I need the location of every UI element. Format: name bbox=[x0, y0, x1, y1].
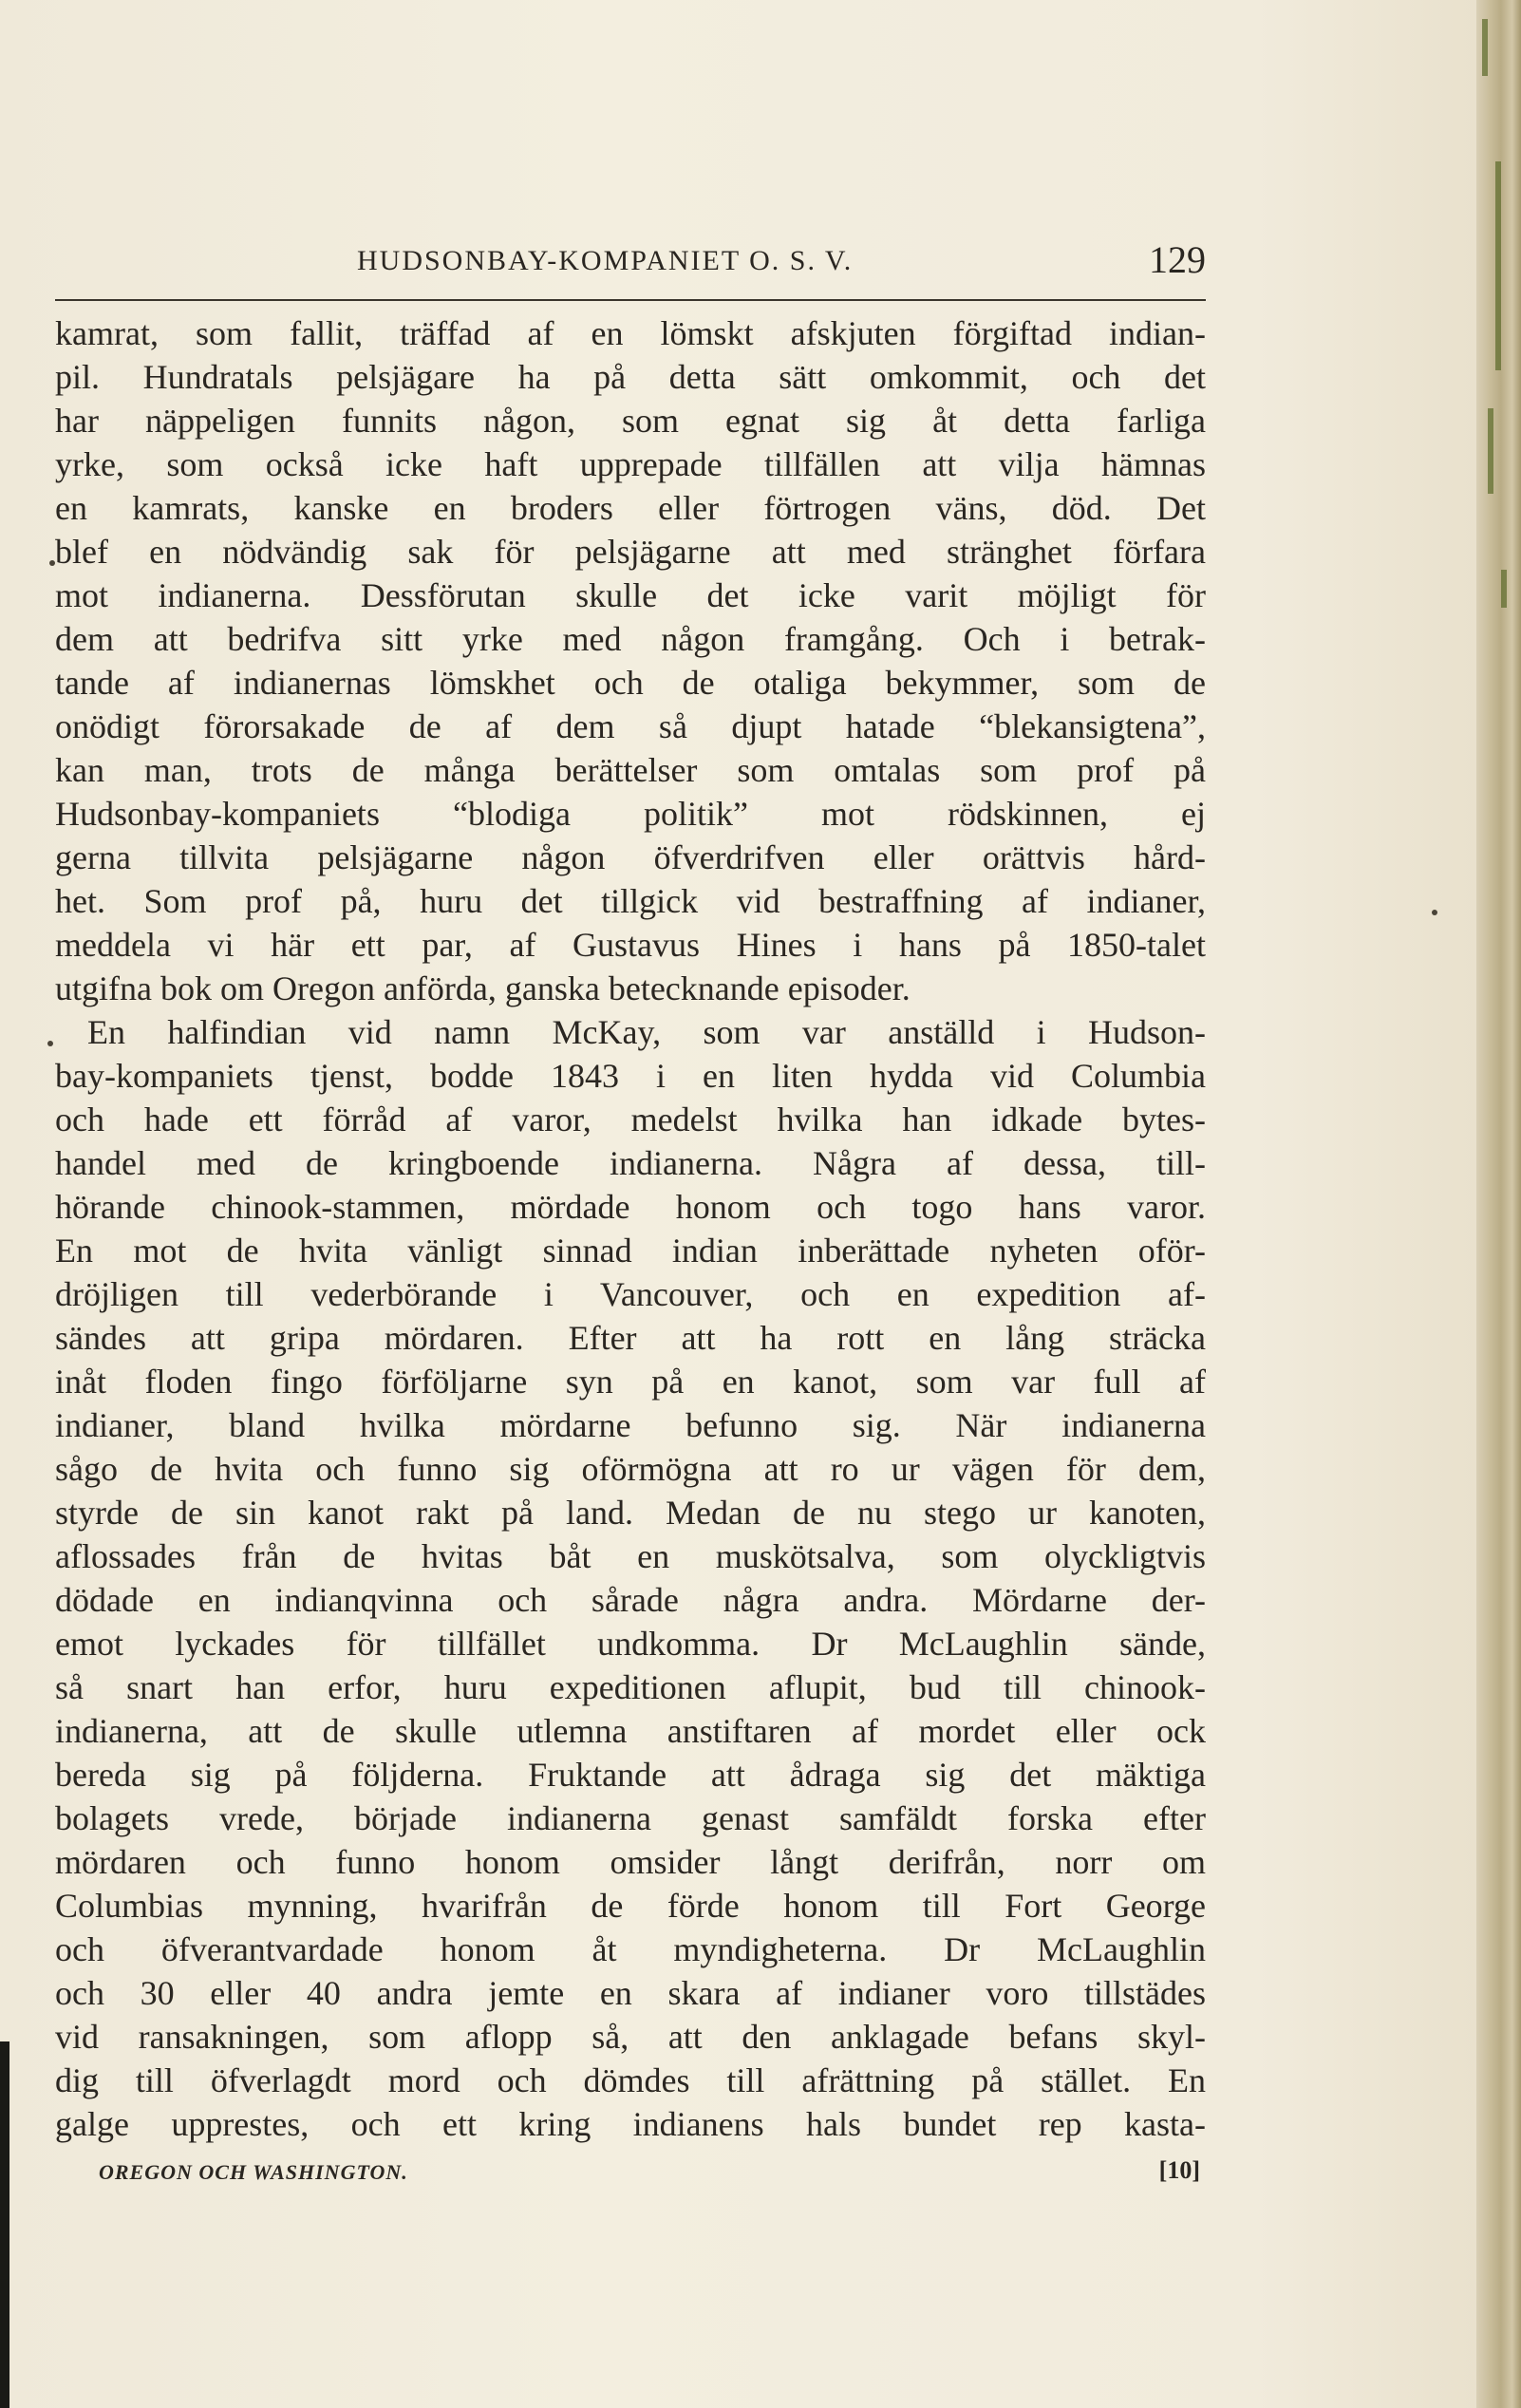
spine-mark bbox=[1488, 408, 1493, 494]
text-line: dem att bedrifva sitt yrke med någon framgång. Och i betrak- bbox=[55, 620, 1206, 658]
text-line: pil. Hundratals pelsjägare ha på detta sätt omkommit, och det bbox=[55, 358, 1206, 396]
text-line: dödade en indianqvinna och sårade några andra. Mördarne der- bbox=[55, 1581, 1206, 1619]
spine-mark bbox=[1495, 161, 1501, 370]
text-line: blef en nödvändig sak för pelsjägarne att med stränghet förfara bbox=[55, 533, 1206, 571]
printer-signature: OREGON OCH WASHINGTON. bbox=[99, 2160, 408, 2184]
text-line: bereda sig på följderna. Fruktande att ådraga sig det mäktiga bbox=[55, 1756, 1206, 1794]
text-line: mördaren och funno honom omsider långt derifrån, norr om bbox=[55, 1843, 1206, 1881]
body-text bbox=[55, 311, 1206, 2146]
text-line: handel med de kringboende indianerna. Några af dessa, till- bbox=[55, 1144, 1206, 1182]
text-line: har näppeligen funnits någon, som egnat sig åt detta farliga bbox=[55, 402, 1206, 440]
page-header bbox=[55, 237, 1206, 285]
text-line: en kamrats, kanske en broders eller förtrogen väns, död. Det bbox=[55, 489, 1206, 527]
text-line: En halfindian vid namn McKay, som var anställd i Hudson- bbox=[87, 1013, 1206, 1051]
text-line: het. Som prof på, huru det tillgick vid bestraffning af indianer, bbox=[55, 882, 1206, 920]
text-line: hörande chinook-stammen, mördade honom och togo hans varor. bbox=[55, 1188, 1206, 1226]
left-edge-shadow bbox=[0, 2041, 9, 2408]
text-line: styrde de sin kanot rakt på land. Medan de nu stego ur kanoten, bbox=[55, 1494, 1206, 1532]
header-rule bbox=[55, 299, 1206, 301]
book-spine-edge bbox=[1476, 0, 1521, 2408]
text-line: mot indianerna. Dessförutan skulle det icke varit möjligt för bbox=[55, 576, 1206, 614]
text-line: sändes att gripa mördaren. Efter att ha rott en lång sträcka bbox=[55, 1319, 1206, 1357]
margin-speck bbox=[49, 560, 55, 566]
text-line: vid ransakningen, som aflopp så, att den anklagade befans skyl- bbox=[55, 2018, 1206, 2056]
page-number: 129 bbox=[1149, 238, 1206, 281]
spine-mark bbox=[1501, 570, 1507, 608]
text-line: indianerna, att de skulle utlemna anstiftaren af mordet eller ock bbox=[55, 1712, 1206, 1750]
text-line: emot lyckades för tillfället undkomma. Dr McLaughlin sände, bbox=[55, 1625, 1206, 1663]
signature-mark: [10] bbox=[1158, 2156, 1200, 2184]
text-line: aflossades från de hvitas båt en muskötsalva, som olyckligtvis bbox=[55, 1537, 1206, 1575]
text-line: och hade ett förråd af varor, medelst hvilka han idkade bytes- bbox=[55, 1101, 1206, 1138]
text-line: kamrat, som fallit, träffad af en lömskt afskjuten förgiftad indian- bbox=[55, 314, 1206, 352]
text-line: dig till öfverlagdt mord och dömdes till afrättning på stället. En bbox=[55, 2061, 1206, 2099]
page-footer bbox=[99, 2156, 1200, 2198]
text-line: inåt floden fingo förföljarne syn på en kanot, som var full af bbox=[55, 1363, 1206, 1401]
text-line: kan man, trots de många berättelser som omtalas som prof på bbox=[55, 751, 1206, 789]
text-line: meddela vi här ett par, af Gustavus Hines i hans på 1850-talet bbox=[55, 926, 1206, 964]
text-line: bay-kompaniets tjenst, bodde 1843 i en liten hydda vid Columbia bbox=[55, 1057, 1206, 1095]
text-line: bolagets vrede, började indianerna genast samfäldt forska efter bbox=[55, 1799, 1206, 1837]
text-line: gerna tillvita pelsjägarne någon öfverdrifven eller orättvis hård- bbox=[55, 838, 1206, 876]
text-line: så snart han erfor, huru expeditionen aflupit, bud till chinook- bbox=[55, 1668, 1206, 1706]
running-head: HUDSONBAY-KOMPANIET O. S. V. bbox=[357, 245, 854, 276]
margin-speck bbox=[47, 1041, 53, 1046]
text-line: och öfverantvardade honom åt myndigheterna. Dr McLaughlin bbox=[55, 1930, 1206, 1968]
margin-speck bbox=[1432, 910, 1437, 915]
text-line: sågo de hvita och funno sig oförmögna att ro ur vägen för dem, bbox=[55, 1450, 1206, 1488]
text-line: Hudsonbay-kompaniets “blodiga politik” mot rödskinnen, ej bbox=[55, 795, 1206, 833]
text-line: En mot de hvita vänligt sinnad indian inberättade nyheten oför- bbox=[55, 1232, 1206, 1270]
text-line: Columbias mynning, hvarifrån de förde honom till Fort George bbox=[55, 1887, 1206, 1925]
spine-mark bbox=[1482, 19, 1488, 76]
text-line: och 30 eller 40 andra jemte en skara af indianer voro tillstädes bbox=[55, 1974, 1206, 2012]
text-line: indianer, bland hvilka mördarne befunno sig. När indianerna bbox=[55, 1406, 1206, 1444]
text-line: onödigt förorsakade de af dem så djupt hatade “blekansigtena”, bbox=[55, 707, 1206, 745]
text-line: tande af indianernas lömskhet och de otaliga bekymmer, som de bbox=[55, 664, 1206, 702]
text-line: utgifna bok om Oregon anförda, ganska betecknande episoder. bbox=[55, 969, 911, 1007]
text-line: yrke, som också icke haft upprepade tillfällen att vilja hämnas bbox=[55, 445, 1206, 483]
text-line: dröjligen till vederbörande i Vancouver, och en expedition af- bbox=[55, 1275, 1206, 1313]
text-line: galge upprestes, och ett kring indianens hals bundet rep kasta- bbox=[55, 2105, 1206, 2143]
